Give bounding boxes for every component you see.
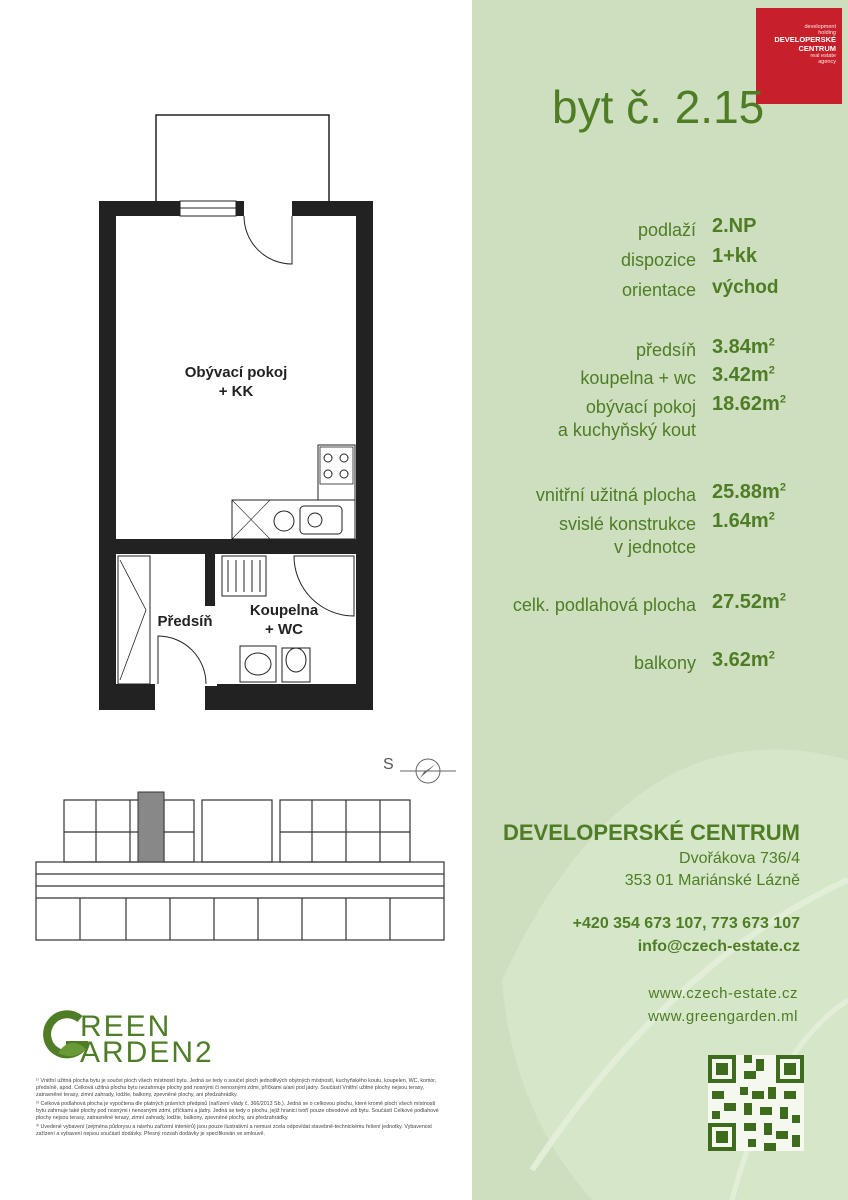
detail-label-floor: podlaží <box>637 220 696 240</box>
total-label-usable: vnitřní užitná plocha <box>535 485 696 505</box>
footnote-1: ¹⁾ Vnitřní užitná plocha bytu je součet ploch všech místností bytu. Jedná se tedy o součet ploch jednotlivých obytných místností, kuchyňského koutu, koupelen, WC, komor, předsíně, apod. Celková užitná plocha bytu nezahrnuje plochy pod nosnými či nenosnými zdmi, příčkami a/ani pod jádry. Součástí Vnitřní užitné plochy nejsou terasy, zatravněné terasy, zimní zahrady, lodžie, balkony, zpevněné plochy, ani předzahrádky. <box>36 1078 437 1098</box>
total-value-usable: $25.88m^2$ <box>712 481 786 503</box>
compass-icon <box>400 756 470 786</box>
total-label-balcony: balkony <box>633 653 696 673</box>
apartment-title: byt č. 2.15 <box>552 81 765 133</box>
area-value-hall: $3.84m^2$ <box>712 336 775 358</box>
area-label-living: obývací pokoj a kuchyňský kout <box>557 397 696 440</box>
area-value-living: $18.62m^2$ <box>712 393 786 415</box>
company-name: DEVELOPERSKÉ CENTRUM <box>502 820 800 845</box>
area-label-bathroom: koupelna + wc <box>580 368 696 388</box>
company-phones[interactable]: +420 354 673 107, 773 673 107 <box>572 915 800 932</box>
total-value-floor-area: $27.52m^2$ <box>712 591 786 613</box>
room-bathroom-label: Koupelna + WC <box>249 602 319 638</box>
total-label-structures: svislé konstrukce v jednotce <box>558 514 696 557</box>
detail-label-orientation: orientace <box>621 280 696 300</box>
developerske-centrum-logo: development holding DEVELOPERSKÉ CENTRUM real estate agency <box>756 8 842 104</box>
detail-label-layout: dispozice <box>620 250 696 270</box>
total-value-balcony: $3.62m^2$ <box>712 649 775 671</box>
detail-value-layout: 1+kk <box>712 245 758 267</box>
company-email[interactable]: info@czech-estate.cz <box>637 938 800 955</box>
company-street: Dvořákova 736/4 <box>679 850 800 867</box>
area-label-hall: předsíň <box>635 340 696 360</box>
apartment-floorplan <box>0 0 472 720</box>
detail-value-orientation: východ <box>712 277 779 298</box>
footnote-2: ²⁾ Celková podlahová plocha je vypočtena dle platných právních předpisů (nařízení vlády č. 366/2013 Sb.). Jedná se o celkovou plochu, které kromě ploch všech místností bytu zahrnuje také plochy pod nosnými i nenosnými zdmi, příčkami a jádry. Jedná se tedy o plochu, jejíž hranici tvoří pouze obvodové zdi bytu. Součástí Celkové podlahové plochy nejsou terasy, zatravněné terasy, zimní zahrady, lodžie, balkony, zpevněné plochy, ani předzahrádky. <box>36 1101 439 1121</box>
website-link-1[interactable]: www.czech-estate.cz <box>648 985 798 1002</box>
green-garden-line1: REEN <box>80 1010 172 1043</box>
total-value-structures: $1.64m^2$ <box>712 510 775 532</box>
footnotes <box>36 1078 444 1140</box>
room-living-label: Obývací pokoj + KK <box>184 364 288 400</box>
area-value-bathroom: $3.42m^2$ <box>712 364 775 386</box>
company-city: 353 01 Mariánské Lázně <box>624 872 800 889</box>
green-garden-line2: ARDEN2 <box>80 1036 214 1069</box>
website-link-2[interactable]: www.greengarden.ml <box>648 1008 798 1025</box>
footnote-3: ³⁾ Uvedené vybavení (zejména půdorysu a návrhu zařízení interiérů) jsou pouze ilustrativní a nemusí zcela odpovídat stavebně-technickému řešení jednotky. Vybavenost zařízení a vybavení nejsou součástí dodávky. Přesný rozsah dodávky je specifikován ve smlouvě. <box>36 1124 432 1137</box>
qr-code-icon[interactable] <box>708 1055 804 1151</box>
room-hall-label: Předsíň <box>157 613 213 630</box>
detail-value-floor: 2.NP <box>712 215 757 237</box>
compass-label: S <box>383 756 394 773</box>
building-overview-plan <box>30 788 460 948</box>
total-label-floor-area: celk. podlahová plocha <box>512 595 696 615</box>
